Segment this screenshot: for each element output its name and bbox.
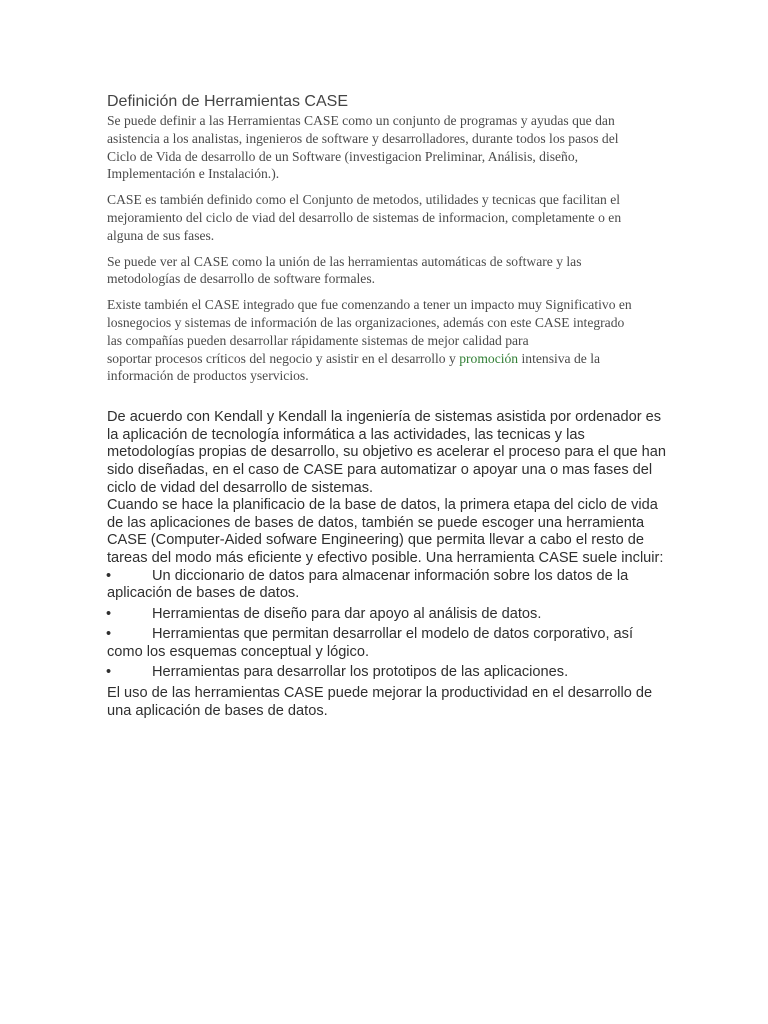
text-line: Existe también el CASE integrado que fue comenzando a tener un impacto muy Significativo en <box>107 297 632 313</box>
planificacion-paragraph <box>107 497 664 567</box>
bullet-icon: • <box>106 626 112 643</box>
text-line: El uso de las herramientas CASE puede mejorar la productividad en el desarrollo de <box>107 685 653 702</box>
bullet-icon: • <box>106 664 112 681</box>
text-line: como los esquemas conceptual y lógico. <box>107 643 370 660</box>
case-tools-list <box>107 568 659 683</box>
text-line: sido diseñadas, en el caso de CASE para automatizar o apoyar una o mas fases del <box>107 461 653 478</box>
text-line: ciclo de vidad del desarrollo de sistemas. <box>107 479 374 496</box>
list-item <box>107 606 659 624</box>
text-line: CASE (Computer-Aided sofware Engineering) que permita llevar a cabo el resto de <box>107 532 644 549</box>
text-line: Se puede ver al CASE como la unión de las herramientas automáticas de software y las <box>107 253 582 269</box>
text-line: Se puede definir a las Herramientas CASE como un conjunto de programas y ayudas que dan <box>107 113 615 128</box>
text-line: losnegocios y sistemas de información de las organizaciones, además con este CASE integrado <box>107 314 625 330</box>
kendall-section <box>106 409 666 720</box>
document-title: Definición de Herramientas CASE <box>107 93 348 110</box>
text-line: Herramientas de diseño para dar apoyo al análisis de datos. <box>152 605 542 622</box>
text-line: información de productos yservicios. <box>107 368 309 384</box>
text-line: la aplicación de tecnología informática a las actividades, las tecnicas y las <box>107 426 585 443</box>
text-line: Herramientas para desarrollar los prototipos de las aplicaciones. <box>152 664 569 681</box>
definition-paragraph <box>107 112 659 183</box>
text-fragment: intensiva de la <box>518 350 601 366</box>
closing-paragraph <box>107 685 659 720</box>
text-fragment: soportar procesos críticos del negocio y asistir en el desarrollo y <box>107 350 460 366</box>
text-line: alguna de sus fases. <box>107 227 215 243</box>
case-union-paragraph <box>107 253 659 289</box>
kendall-paragraph <box>107 409 666 497</box>
list-item <box>107 664 659 682</box>
text-line: las compañías pueden desarrollar rápidamente sistemas de mejor calidad para <box>107 332 529 348</box>
case-definition-paragraph <box>107 191 659 244</box>
text-line: Cuando se hace la planificacio de la base de datos, la primera etapa del ciclo de vida <box>107 497 658 514</box>
text-line: CASE es también definido como el Conjunto de metodos, utilidades y tecnicas que facilitan el <box>107 192 621 208</box>
promocion-link[interactable]: promoción <box>459 350 519 366</box>
text-line: De acuerdo con Kendall y Kendall la ingeniería de sistemas asistida por ordenador es <box>107 409 662 426</box>
text-line: Ciclo de Vida de desarrollo de un Software (investigacion Preliminar, Análisis, diseño, <box>107 148 579 164</box>
bullet-icon: • <box>106 567 112 584</box>
text-line: aplicación de bases de datos. <box>107 585 300 602</box>
text-line: Herramientas que permitan desarrollar el modelo de datos corporativo, así <box>152 626 634 643</box>
text-line: metodologías de desarrollo de software formales. <box>107 271 376 287</box>
list-item <box>107 626 659 661</box>
text-line: mejoramiento del ciclo de viad del desarrollo de sistemas de informacion, completamente o en <box>107 209 622 225</box>
bullet-icon: • <box>106 605 112 622</box>
integrated-case-paragraph <box>107 296 659 385</box>
text-line: metodologías propias de desarrollo, su objetivo es acelerar el proceso para el que han <box>107 444 666 461</box>
document-page <box>106 92 666 720</box>
text-line: de las aplicaciones de bases de datos, también se puede escoger una herramienta <box>107 514 645 531</box>
text-line: Implementación e Instalación.). <box>107 166 280 182</box>
text-line <box>107 350 659 368</box>
text-line: una aplicación de bases de datos. <box>107 702 328 719</box>
text-line: asistencia a los analistas, ingenieros de software y desarrolladores, durante todos los pasos del <box>107 130 619 146</box>
text-line: tareas del modo más eficiente y efectivo posible. Una herramienta CASE suele incluir: <box>107 549 664 566</box>
text-line: Un diccionario de datos para almacenar información sobre los datos de la <box>152 567 629 584</box>
list-item <box>107 568 659 603</box>
